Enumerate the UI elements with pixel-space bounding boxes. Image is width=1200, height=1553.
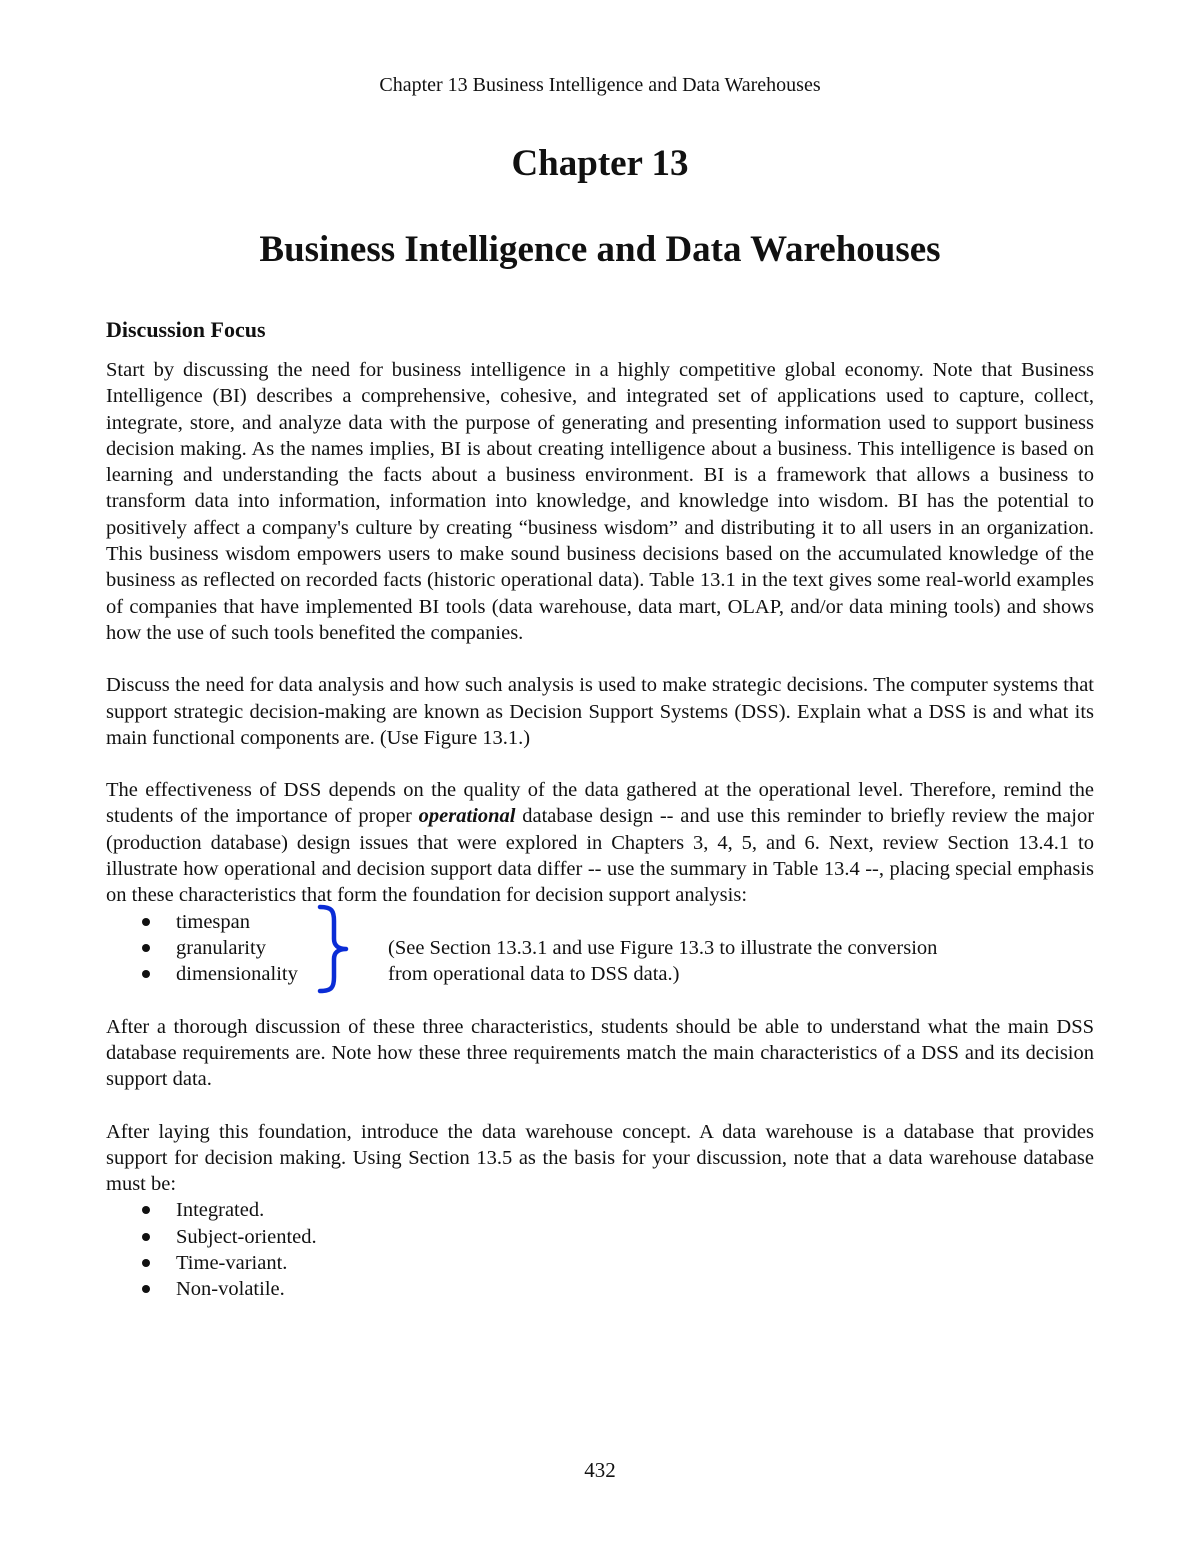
- bullet-dot-icon: [142, 970, 150, 978]
- paragraph-effectiveness-part2: database design -- and use this reminder to briefly review the major (production database) design issues that were explored in Chapters 3, 4, 5, and 6. Next, review Section 13.4.1 to illustrate how operational and decision support data differ -- use the summary in Table 13.4 --, placing special emphasis on these characteristics that form the foundation for decision support analysis:: [106, 805, 1095, 907]
- emphasis-operational: operational: [418, 805, 516, 828]
- list-item-text: Subject-oriented.: [176, 1225, 317, 1248]
- list-item-text: Integrated.: [176, 1199, 265, 1222]
- paragraph-bi-intro: Start by discussing the need for business intelligence in a highly competitive global economy. Note that Business Intelligence (BI) describes a comprehensive, cohesive, and integrated set of applications used to capture, collect, integrate, store, and analyze data with the purpose of generating and presenting information used to support business decision making. As the names implies, BI is about creating intelligence about a business. This intelligence is based on learning and understanding the facts about a business environment. BI is a framework that allows a business to transform data into information, information into knowledge, and knowledge into wisdom. BI has the potential to positively affect a company's culture by creating “business wisdom” and distributing it to all users in an organization. This business wisdom empowers users to make sound business decisions based on the accumulated knowledge of the business as reflected on recorded facts (historic operational data). Table 13.1 in the text gives some real-world examples of companies that have implemented BI tools (data warehouse, data mart, OLAP, and/or data mining tools) and shows how the use of such tools benefited the companies.: [106, 359, 1094, 644]
- brace-note: [388, 935, 1088, 988]
- curly-brace-icon: [314, 903, 354, 995]
- paragraph-warehouse: After laying this foundation, introduce the data warehouse concept. A data warehouse is a database that provides support for decision making. Using Section 13.5 as the basis for your discussion, note that a data warehouse database must be:: [106, 1120, 1094, 1196]
- chapter-number: Chapter 13: [511, 143, 689, 184]
- section-heading: Discussion Focus: [106, 317, 266, 342]
- page-number: 432: [584, 1458, 616, 1482]
- warehouse-properties-list: [106, 1197, 1094, 1302]
- bullet-dot-icon: [142, 1233, 150, 1241]
- running-header: Chapter 13 Business Intelligence and Data Warehouses: [379, 74, 821, 96]
- paragraph-requirements: After a thorough discussion of these three characteristics, students should be able to understand what the main DSS database requirements are. Note how these three requirements match the main characteristics of a DSS and its decision support data.: [106, 1015, 1094, 1091]
- list-item: [106, 1276, 1094, 1302]
- characteristics-block: [106, 909, 1094, 988]
- list-item-text: granularity: [176, 936, 266, 959]
- bullet-dot-icon: [142, 1259, 150, 1267]
- paragraph-effectiveness: [106, 777, 1094, 908]
- brace-note-line-1: (See Section 13.3.1 and use Figure 13.3 to illustrate the conversion: [388, 936, 938, 959]
- list-item-text: Non-volatile.: [176, 1278, 285, 1301]
- list-item: [106, 1224, 1094, 1250]
- list-item: [106, 1197, 1094, 1223]
- chapter-title: Business Intelligence and Data Warehouses: [259, 229, 941, 270]
- list-item-text: Time-variant.: [176, 1252, 288, 1275]
- bullet-dot-icon: [142, 918, 150, 926]
- bullet-dot-icon: [142, 1285, 150, 1293]
- bullet-dot-icon: [142, 944, 150, 952]
- list-item-text: dimensionality: [176, 963, 298, 986]
- paragraph-effectiveness-part1: The effectiveness of DSS depends on the quality of the data gathered at the operational level. Therefore, remind the students of the importance of proper: [106, 779, 1094, 828]
- bullet-dot-icon: [142, 1206, 150, 1214]
- list-item-text: timespan: [176, 910, 251, 933]
- paragraph-dss: Discuss the need for data analysis and how such analysis is used to make strategic decisions. The computer systems that support strategic decision-making are known as Decision Support Systems (DSS). Explain what a DSS is and what its main functional components are. (Use Figure 13.1.): [106, 674, 1094, 749]
- brace-note-line-2: from operational data to DSS data.): [388, 962, 680, 985]
- list-item: [106, 1250, 1094, 1276]
- main-content: [106, 316, 1094, 1303]
